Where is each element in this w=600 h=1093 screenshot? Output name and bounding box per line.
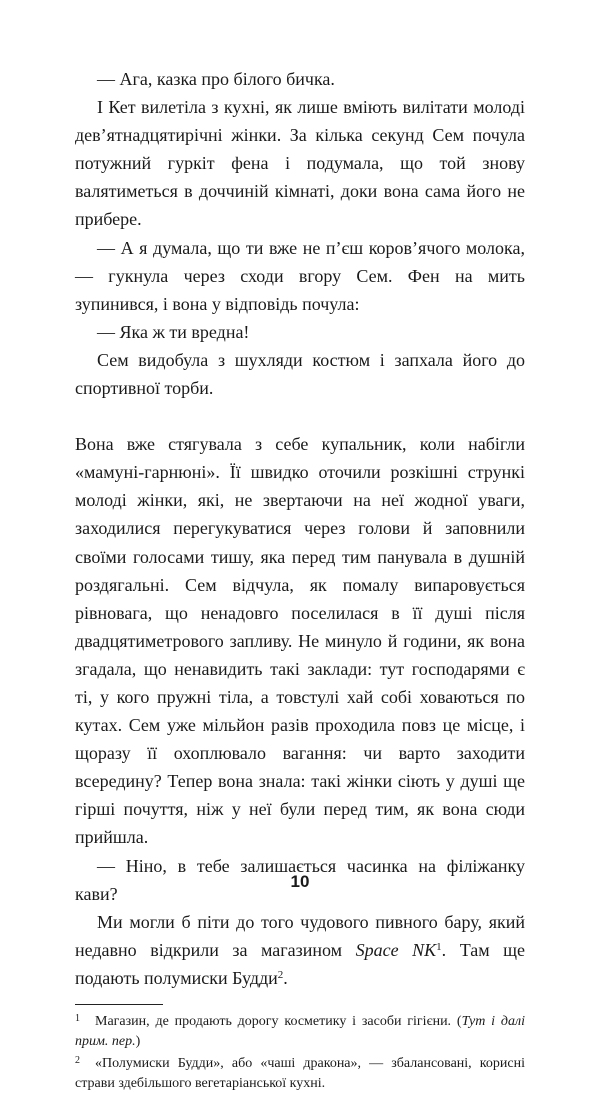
paragraph: Вона вже стягувала з себе купальник, коли набігли «мамуні-гарнюні». Її швидко оточили розкішні стрункі молоді жінки, які, не звертаючи на неї жодної уваги, заходилися перегукуватися через голови й заповнили своїми голосами тишу, яка перед тим панувала в душній роздягальні. Сем відчула, як помалу випаровується рівновага, що ненадовго поселилася в її душі після двадцятиметрового запливу. Не минуло й години, як вона згадала, що ненавидить такі заклади: тут господарями є ті, у кого пружні тіла, а товстулі хай собі ховаються по кутах. Сем уже мільйон разів проходила повз це місце, і щоразу її охоплювало вагання: чи варто заходити всередину? Тепер вона знала: такі жінки сіють у душі ще гірші почуття, ніж у неї були перед тим, як вона сюди прийшла. bbox=[75, 434, 525, 848]
footnote bbox=[75, 1051, 525, 1093]
footnote-text: «Полумиски Будди», або «чаші дракона», — збалансовані, корисні страви здебільшого вегетаріанської кухні. bbox=[75, 1056, 525, 1091]
store-name: Space NK bbox=[355, 939, 437, 960]
footnote-ref[interactable]: 1 bbox=[436, 940, 442, 953]
footnote-text: Магазин, де продають дорогу косметику і засоби гігієни. ( bbox=[95, 1014, 462, 1029]
footnote bbox=[75, 1009, 525, 1051]
footnote-divider bbox=[75, 1004, 163, 1005]
footnote-number: 1 bbox=[75, 1013, 80, 1024]
page-body bbox=[75, 65, 525, 1093]
footnote-ref[interactable]: 2 bbox=[277, 968, 284, 981]
section-break bbox=[75, 402, 525, 430]
paragraph bbox=[75, 908, 525, 992]
page-number: 10 bbox=[290, 872, 310, 891]
footnote-number: 2 bbox=[75, 1055, 80, 1066]
footnote-text: ) bbox=[135, 1033, 141, 1049]
text: Ми могли б піти до того чудового пивного бару, який недавно відкрили за магазином bbox=[75, 911, 525, 960]
paragraph: — Ага, казка про білого бичка. bbox=[97, 69, 335, 89]
paragraph: І Кет вилетіла з кухні, як лише вміють вилітати молоді дев’ятнадцятирічні жінки. За кілька секунд Сем почула потужний гуркіт фена і подумала, що той знову валятиметься в доччиній кімнаті, доки вона сама його не прибере. bbox=[75, 97, 525, 230]
footnotes bbox=[75, 1009, 525, 1093]
main-text bbox=[75, 65, 525, 992]
text: . bbox=[283, 967, 288, 988]
paragraph: Сем видобула з шухляди костюм і запхала його до спортивної торби. bbox=[75, 349, 525, 399]
paragraph: — А я думала, що ти вже не п’єш коров’ячого молока, — гукнула через сходи вгору Сем. Фен на мить зупинився, і вона у відповідь почула: bbox=[75, 237, 525, 314]
paragraph: — Яка ж ти вредна! bbox=[97, 321, 250, 342]
paragraph: — Ніно, в тебе залишається часинка на філіжанку кави? bbox=[75, 855, 525, 904]
text: . Там ще подають полумиски Будди bbox=[75, 939, 526, 988]
footnote-italic: Тут і далі прим. пер. bbox=[75, 1014, 525, 1049]
